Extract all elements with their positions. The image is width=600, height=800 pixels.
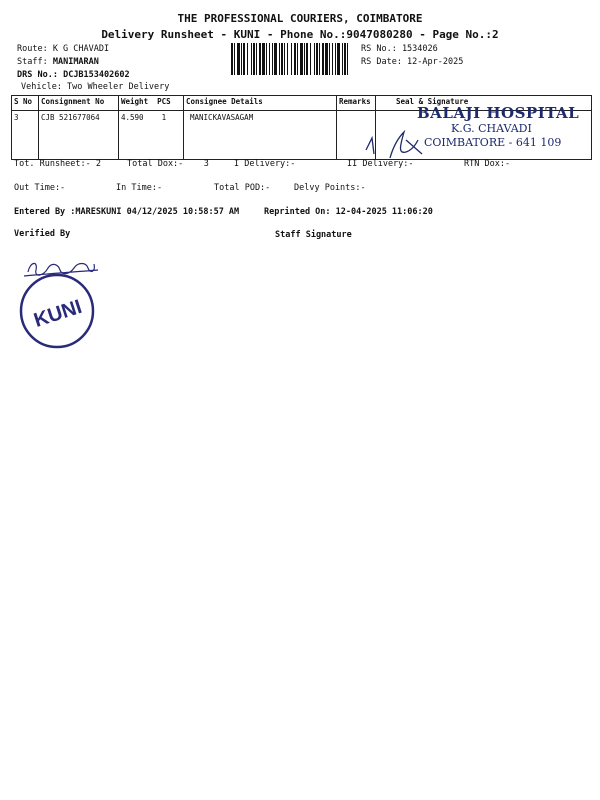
- hospital-stamp-name: BALAJI HOSPITAL: [417, 104, 580, 122]
- barcode-bar: [281, 43, 283, 75]
- tot-runsheet: Tot. Runsheet:- 2: [14, 159, 101, 169]
- barcode-bar: [243, 43, 245, 75]
- barcode-bar: [332, 43, 333, 75]
- staff-line: [17, 57, 99, 67]
- barcode-bar: [262, 43, 265, 75]
- hospital-stamp-area: K.G. CHAVADI: [451, 122, 532, 135]
- barcode-bar: [231, 43, 233, 75]
- ii-delivery: II Delivery:-: [347, 159, 414, 169]
- kuni-stamp-text: KUNI: [31, 295, 85, 332]
- barcode-bar: [310, 43, 311, 75]
- barcode-bar: [325, 43, 328, 75]
- barcode-bar: [344, 43, 346, 75]
- drs-label: DRS No.:: [17, 70, 58, 80]
- hospital-stamp-city: COIMBATORE - 641 109: [424, 136, 562, 149]
- total-dox: [127, 159, 209, 169]
- route-text: Route: K G CHAVADI: [17, 44, 110, 54]
- drs-line: [17, 70, 130, 80]
- barcode-bar: [342, 43, 343, 75]
- cell-consignment: CJB 521677064: [39, 111, 119, 160]
- barcode-bar: [259, 43, 261, 75]
- barcode-bar: [284, 43, 285, 75]
- staff-signature-label: Staff Signature: [275, 230, 352, 240]
- barcode-bar: [306, 43, 308, 75]
- barcode-bar: [256, 43, 257, 75]
- barcode-bar: [234, 43, 235, 75]
- receiver-signature: [360, 110, 430, 160]
- cell-consignee: MANICKAVASAGAM: [184, 111, 337, 160]
- rs-date: RS Date: 12-Apr-2025: [361, 57, 464, 67]
- barcode-bar: [319, 43, 320, 75]
- barcode-bar: [329, 43, 330, 75]
- col-consignee: Consignee Details: [184, 96, 337, 111]
- col-pcs: PCS: [157, 97, 171, 106]
- barcode-bar: [297, 43, 298, 75]
- barcode-bar: [241, 43, 242, 75]
- col-seal: Seal & Signature: [376, 96, 592, 111]
- barcode: [231, 43, 349, 75]
- entered-by: Entered By :MARESKUNI 04/12/2025 10:58:57 AM: [14, 207, 240, 217]
- col-consignment: Consignment No: [39, 96, 119, 111]
- staff-label: Staff:: [17, 57, 48, 67]
- cell-weight-pcs: [119, 111, 184, 160]
- barcode-bar: [335, 43, 336, 75]
- col-weight: Weight: [121, 97, 149, 106]
- i-delivery: I Delivery:-: [234, 159, 296, 169]
- company-name: THE PROFESSIONAL COURIERS, COIMBATORE: [177, 12, 423, 25]
- barcode-bar: [314, 43, 315, 75]
- barcode-bar: [253, 43, 255, 75]
- cell-sno: 3: [12, 111, 39, 160]
- runsheet-title: Delivery Runsheet - KUNI - Phone No.:9047080280 - Page No.:2: [101, 28, 499, 41]
- barcode-bar: [322, 43, 324, 75]
- in-time: In Time:-: [116, 183, 163, 193]
- verified-by: Verified By: [14, 229, 71, 239]
- barcode-bar: [269, 43, 270, 75]
- barcode-bar: [287, 43, 288, 75]
- vehicle-text: Vehicle: Two Wheeler Delivery: [21, 82, 170, 92]
- staff-value: MANIMARAN: [52, 57, 99, 67]
- barcode-bar: [251, 43, 252, 75]
- barcode-bar: [272, 43, 273, 75]
- out-time: Out Time:-: [14, 183, 66, 193]
- cell-pcs: 1: [161, 113, 167, 122]
- barcode-bar: [337, 43, 340, 75]
- rtn-dox: RTN Dox:-: [464, 159, 511, 169]
- total-dox-value: 3: [203, 159, 209, 169]
- barcode-bar: [266, 43, 267, 75]
- barcode-bar: [304, 43, 305, 75]
- total-dox-label: Total Dox:-: [127, 159, 184, 169]
- barcode-bar: [279, 43, 280, 75]
- barcode-bar: [294, 43, 296, 75]
- rs-number: RS No.: 1534026: [361, 44, 438, 54]
- kuni-stamp: [18, 272, 96, 350]
- drs-value: DCJB153402602: [63, 70, 130, 80]
- barcode-bar: [247, 43, 248, 75]
- barcode-bar: [291, 43, 292, 75]
- barcode-bar: [316, 43, 318, 75]
- barcode-bar: [274, 43, 277, 75]
- delvy-points: Delvy Points:-: [294, 183, 366, 193]
- col-sno: S No: [12, 96, 39, 111]
- col-weight-pcs: [119, 96, 184, 111]
- barcode-bar: [237, 43, 240, 75]
- cell-weight: 4.590: [121, 113, 144, 122]
- reprinted-on: Reprinted On: 12-04-2025 11:06:20: [264, 207, 433, 217]
- total-pod: Total POD:-: [214, 183, 271, 193]
- barcode-bar: [300, 43, 303, 75]
- barcode-bar: [347, 43, 348, 75]
- col-remarks: Remarks: [337, 96, 376, 111]
